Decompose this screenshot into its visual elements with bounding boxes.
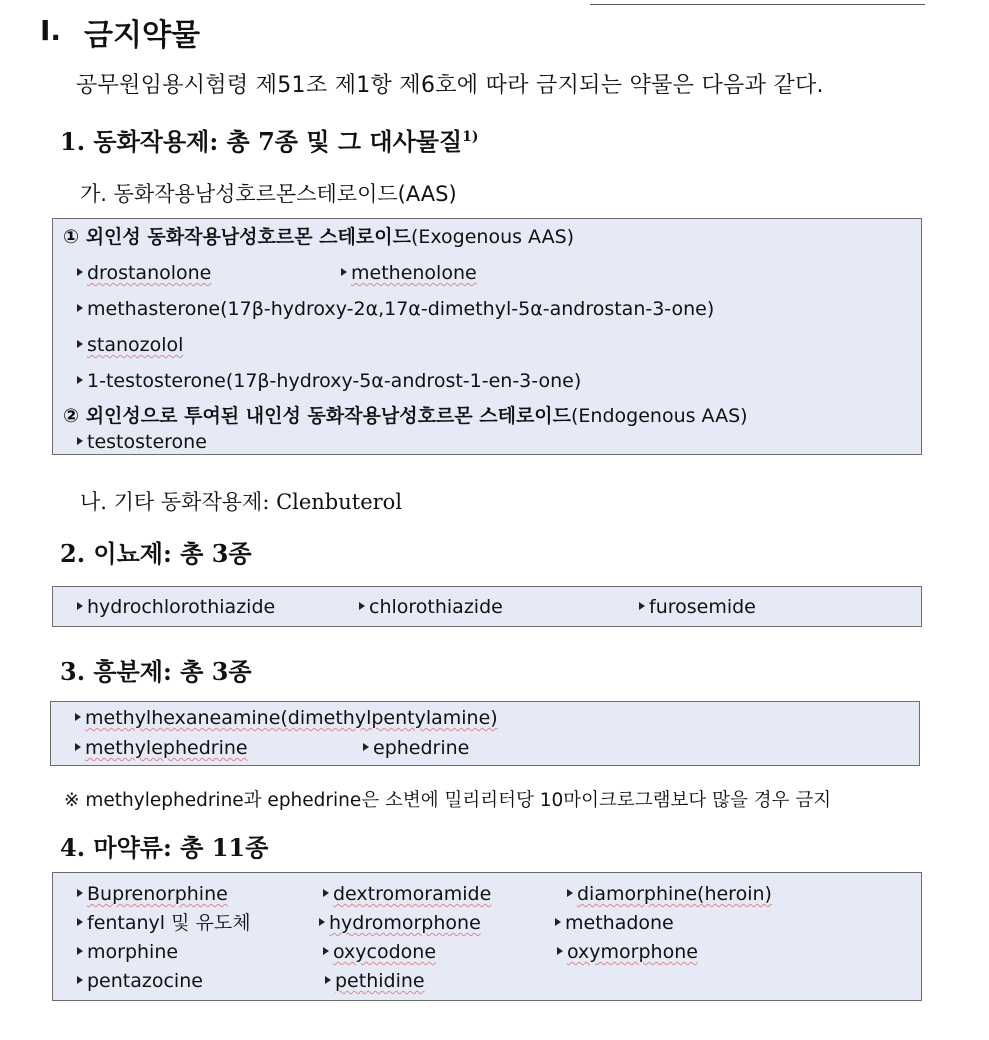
list-item xyxy=(555,911,674,935)
list-item xyxy=(77,261,211,285)
list-item xyxy=(359,595,503,619)
drug-name: pethidine xyxy=(335,970,425,992)
endogenous-aas-heading-kr: ② 외인성으로 투여된 내인성 동화작용남성호르몬 스테로이드 xyxy=(63,405,572,427)
subcategory-a-heading: 가. 동화작용남성호르몬스테로이드(AAS) xyxy=(80,182,457,206)
bullet-triangle-icon xyxy=(323,889,329,897)
section-numeral: Ⅰ. xyxy=(40,14,62,47)
bullet-triangle-icon xyxy=(77,304,83,312)
drug-name: methasterone(17β-hydroxy-2α,17α-dimethyl-5α-androstan-3-one) xyxy=(87,298,715,320)
list-item xyxy=(557,940,698,964)
bullet-triangle-icon xyxy=(323,947,329,955)
section-title: 금지약물 xyxy=(84,18,200,53)
drug-name: diamorphine(heroin) xyxy=(577,883,772,905)
subcategory-b-heading: 나. 기타 동화작용제: Clenbuterol xyxy=(80,490,403,514)
bullet-triangle-icon xyxy=(363,743,369,751)
drug-name: pentazocine xyxy=(87,970,203,992)
bullet-triangle-icon xyxy=(555,918,561,926)
endogenous-aas-heading xyxy=(63,404,748,428)
drug-name: oxymorphone xyxy=(567,941,698,963)
list-item xyxy=(325,969,425,993)
category-3-heading: 3. 흥분제: 총 3종 xyxy=(60,657,252,686)
bullet-triangle-icon xyxy=(557,947,563,955)
endogenous-aas-heading-en: (Endogenous AAS) xyxy=(571,405,748,427)
exogenous-aas-heading-en: (Exogenous AAS) xyxy=(410,226,575,248)
bullet-triangle-icon xyxy=(359,602,365,610)
bullet-triangle-icon xyxy=(75,713,81,721)
list-item xyxy=(639,595,756,619)
drug-name: Buprenorphine xyxy=(87,883,228,905)
drug-name: stanozolol xyxy=(87,334,184,356)
list-item xyxy=(77,333,183,357)
list-item xyxy=(77,911,251,935)
bullet-triangle-icon xyxy=(341,268,347,276)
bullet-triangle-icon xyxy=(77,976,83,984)
drug-name: fentanyl 및 유도체 xyxy=(87,912,251,934)
drug-name: chlorothiazide xyxy=(369,596,503,618)
intro-paragraph: 공무원임용시험령 제51조 제1항 제6호에 따라 금지되는 약물은 다음과 같다. xyxy=(76,73,824,98)
cropped-header-fragment xyxy=(590,0,925,5)
drug-name: drostanolone xyxy=(87,262,212,284)
bullet-triangle-icon xyxy=(325,976,331,984)
exogenous-aas-heading-kr: ① 외인성 동화작용남성호르몬 스테로이드 xyxy=(63,226,411,248)
list-item xyxy=(77,940,178,964)
aas-list-box xyxy=(52,218,922,455)
list-item xyxy=(341,261,477,285)
list-item xyxy=(77,430,207,454)
exogenous-aas-heading xyxy=(63,225,574,249)
bullet-triangle-icon xyxy=(77,889,83,897)
category-4-heading: 4. 마약류: 총 11종 xyxy=(60,833,269,862)
bullet-triangle-icon xyxy=(77,918,83,926)
bullet-triangle-icon xyxy=(77,340,83,348)
drug-name: oxycodone xyxy=(333,941,437,963)
bullet-triangle-icon xyxy=(75,743,81,751)
drug-name: 1-testosterone(17β-hydroxy-5α-androst-1-en-3-one) xyxy=(87,370,582,392)
drug-name: methylhexaneamine(dimethylpentylamine) xyxy=(85,707,498,729)
drug-name: furosemide xyxy=(649,596,756,618)
stimulant-threshold-note: ※ methylephedrine과 ephedrine은 소변에 밀리리터당 10마이크로그램보다 많을 경우 금지 xyxy=(64,790,832,811)
list-item xyxy=(567,882,772,906)
list-item xyxy=(77,297,714,321)
list-item xyxy=(77,369,581,393)
list-item xyxy=(319,911,481,935)
list-item xyxy=(77,969,203,993)
bullet-triangle-icon xyxy=(567,889,573,897)
footnote-marker: 1) xyxy=(462,129,479,145)
bullet-triangle-icon xyxy=(77,268,83,276)
list-item xyxy=(77,595,275,619)
bullet-triangle-icon xyxy=(319,918,325,926)
drug-name: dextromoramide xyxy=(333,883,492,905)
diuretics-list-box xyxy=(52,586,922,627)
drug-name: ephedrine xyxy=(373,737,470,759)
bullet-triangle-icon xyxy=(639,602,645,610)
list-item xyxy=(75,736,248,760)
drug-name: hydrochlorothiazide xyxy=(87,596,276,618)
stimulants-list-box xyxy=(50,701,920,766)
list-item xyxy=(363,736,469,760)
list-item xyxy=(323,882,491,906)
narcotics-list-box xyxy=(52,872,922,1001)
bullet-triangle-icon xyxy=(77,947,83,955)
bullet-triangle-icon xyxy=(77,602,83,610)
drug-name: hydromorphone xyxy=(329,912,481,934)
category-2-heading: 2. 이뇨제: 총 3종 xyxy=(60,539,252,568)
category-1-heading-text: 1. 동화작용제: 총 7종 및 그 대사물질 xyxy=(60,127,463,156)
drug-name: testosterone xyxy=(87,431,207,453)
drug-name: methenolone xyxy=(351,262,477,284)
list-item xyxy=(77,882,228,906)
bullet-triangle-icon xyxy=(77,376,83,384)
drug-name: methylephedrine xyxy=(85,737,248,759)
drug-name: morphine xyxy=(87,941,179,963)
list-item xyxy=(75,706,498,730)
list-item xyxy=(323,940,436,964)
category-1-heading xyxy=(60,122,479,157)
drug-name: methadone xyxy=(565,912,674,934)
bullet-triangle-icon xyxy=(77,437,83,445)
